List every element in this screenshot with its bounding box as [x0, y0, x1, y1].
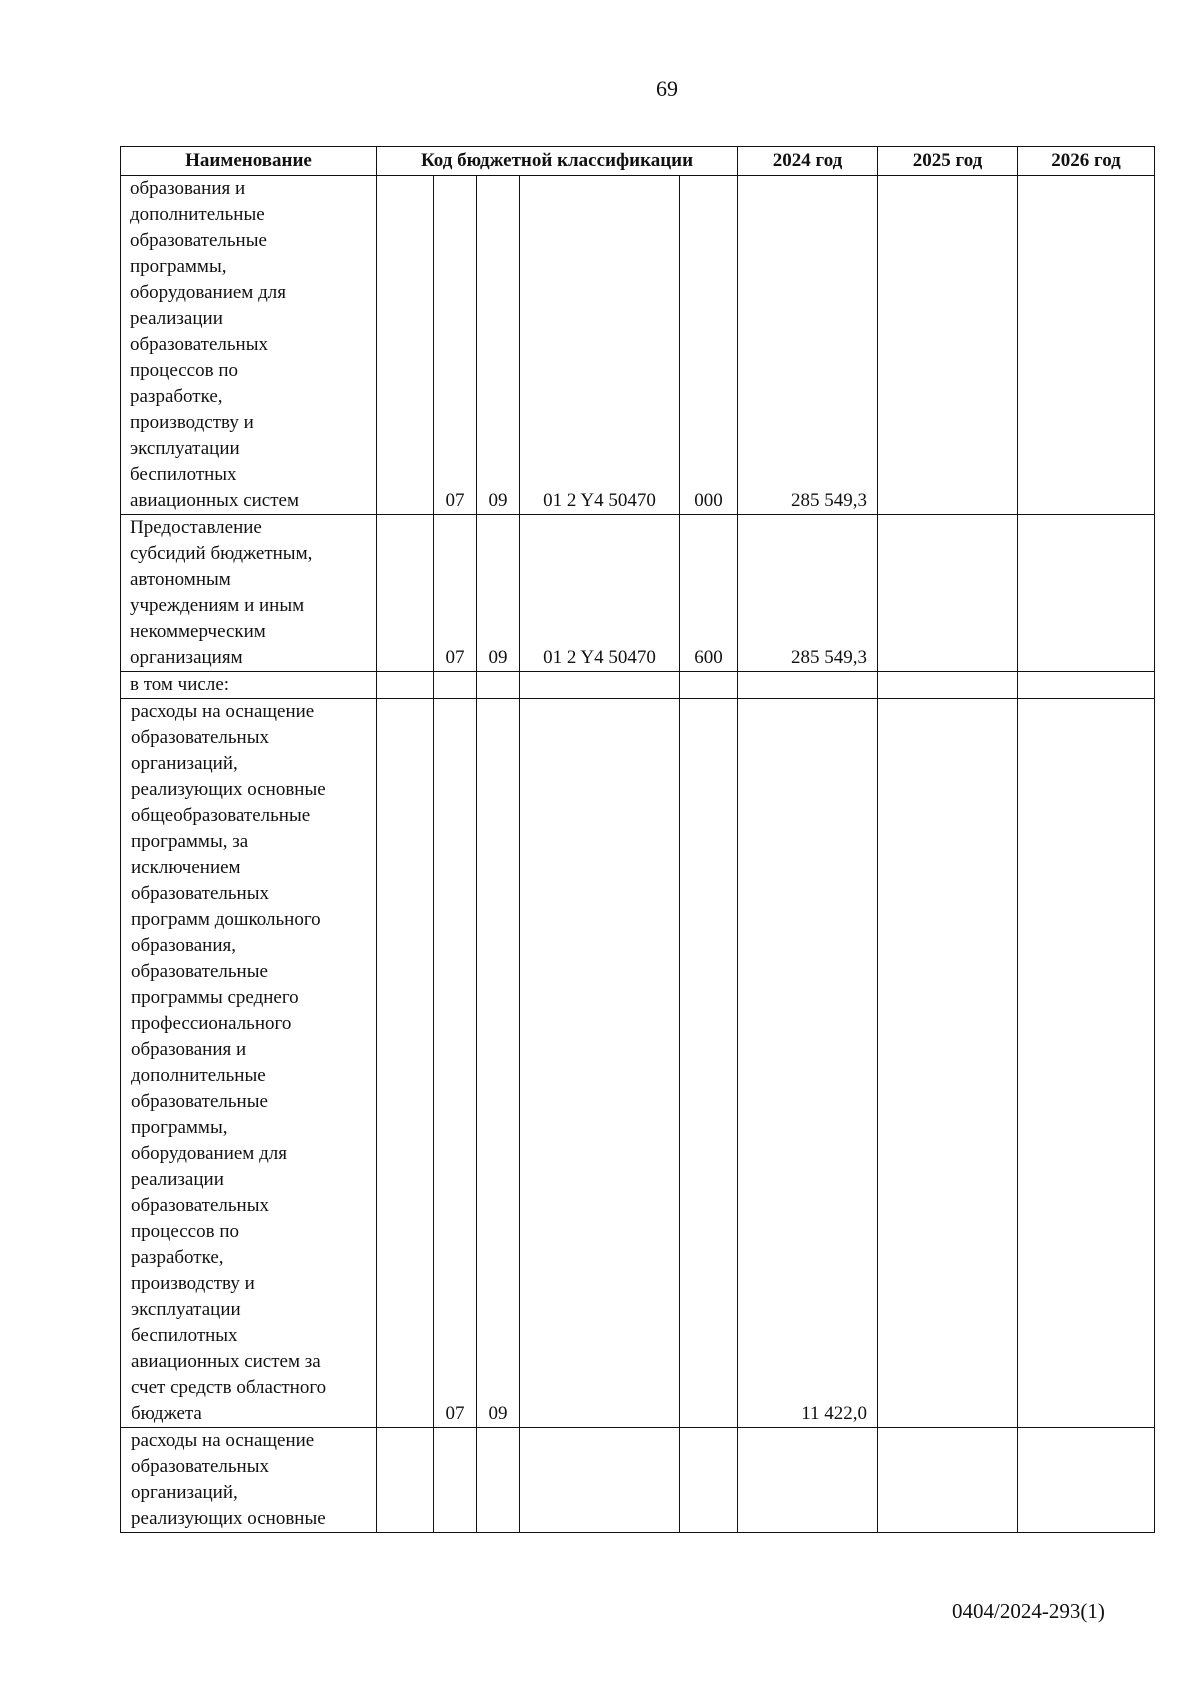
header-code: Код бюджетной классификации — [377, 147, 738, 176]
amount-2024: 285 549,3 — [738, 515, 878, 672]
table-row — [121, 699, 1155, 1428]
row-name: в том числе: — [121, 672, 377, 699]
code-cell-1 — [377, 176, 434, 515]
table-header-row — [121, 147, 1155, 176]
code-cell-type: 600 — [680, 515, 738, 672]
amount-2025 — [878, 176, 1018, 515]
row-name: Предоставление субсидий бюджетным, автономным учреждениям и иным некоммерческим организациям — [121, 515, 377, 672]
amount-2025 — [878, 699, 1018, 1428]
code-cell-subsection: 09 — [477, 515, 520, 672]
code-cell-target — [520, 672, 680, 699]
amount-2024: 11 422,0 — [738, 699, 878, 1428]
code-cell-subsection — [477, 672, 520, 699]
code-cell-type: 000 — [680, 176, 738, 515]
row-name: расходы на оснащение образовательных организаций, реализующих основные — [121, 1428, 377, 1533]
code-cell-target: 01 2 Y4 50470 — [520, 176, 680, 515]
table-row — [121, 515, 1155, 672]
budget-table — [120, 146, 1155, 1533]
amount-2024 — [738, 672, 878, 699]
amount-2025 — [878, 1428, 1018, 1533]
table-row — [121, 1428, 1155, 1533]
row-name: расходы на оснащение образовательных организаций, реализующих основные общеобразовательные программы, за исключением образовательных программ дошкольного образования, образовательные программы среднего профессионального образования и дополнительные образовательные программы, оборудованием для реализации образовательных процессов по разработке, производству и эксплуатации беспилотных авиационных систем за счет средств областного бюджета — [121, 699, 377, 1428]
code-cell-1 — [377, 1428, 434, 1533]
code-cell-subsection: 09 — [477, 176, 520, 515]
amount-2025 — [878, 672, 1018, 699]
code-cell-subsection — [477, 1428, 520, 1533]
document-code: 0404/2024-293(1) — [952, 1599, 1105, 1623]
amount-2025 — [878, 515, 1018, 672]
header-name: Наименование — [121, 147, 377, 176]
code-cell-section — [434, 672, 477, 699]
code-cell-1 — [377, 672, 434, 699]
header-2026: 2026 год — [1018, 147, 1155, 176]
code-cell-section: 07 — [434, 699, 477, 1428]
table-row — [121, 672, 1155, 699]
header-2025: 2025 год — [878, 147, 1018, 176]
code-cell-target: 01 2 Y4 50470 — [520, 515, 680, 672]
code-cell-type — [680, 672, 738, 699]
row-name: образования и дополнительные образовательные программы, оборудованием для реализации образовательных процессов по разработке, производству и эксплуатации беспилотных авиационных систем — [121, 176, 377, 515]
code-cell-1 — [377, 699, 434, 1428]
code-cell-section — [434, 1428, 477, 1533]
table-row — [121, 176, 1155, 515]
page-number: 69 — [656, 76, 678, 101]
code-cell-target — [520, 1428, 680, 1533]
code-cell-1 — [377, 515, 434, 672]
amount-2024 — [738, 1428, 878, 1533]
code-cell-section: 07 — [434, 176, 477, 515]
code-cell-subsection: 09 — [477, 699, 520, 1428]
amount-2026 — [1018, 699, 1155, 1428]
code-cell-section: 07 — [434, 515, 477, 672]
header-2024: 2024 год — [738, 147, 878, 176]
code-cell-type — [680, 1428, 738, 1533]
amount-2026 — [1018, 176, 1155, 515]
amount-2026 — [1018, 672, 1155, 699]
code-cell-target — [520, 699, 680, 1428]
amount-2026 — [1018, 1428, 1155, 1533]
amount-2026 — [1018, 515, 1155, 672]
amount-2024: 285 549,3 — [738, 176, 878, 515]
code-cell-type — [680, 699, 738, 1428]
